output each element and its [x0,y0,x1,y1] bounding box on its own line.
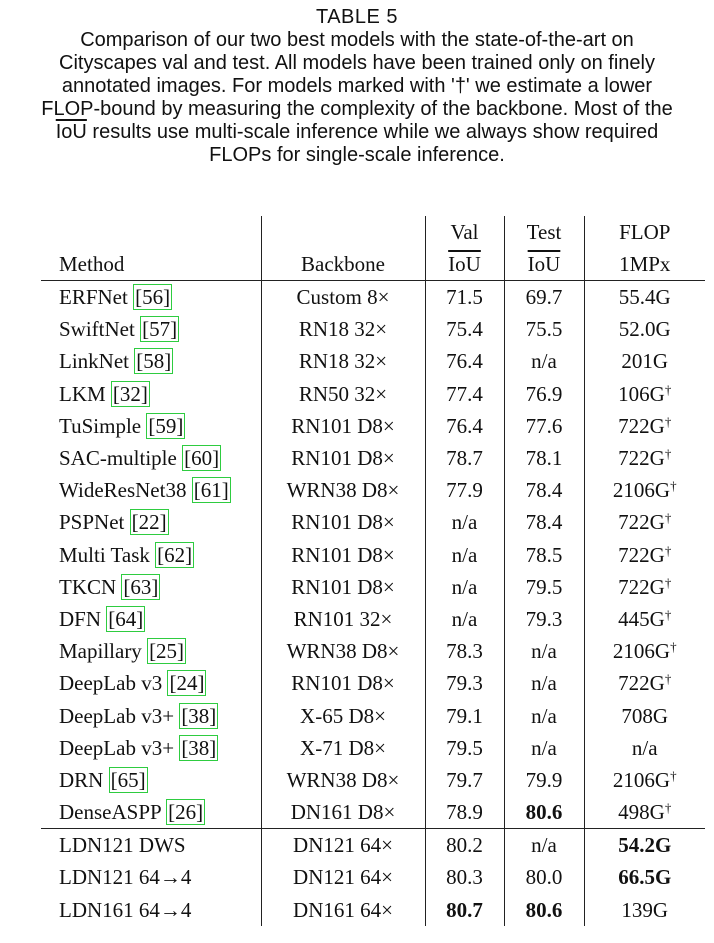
test-iou-cell: 78.5 [504,539,584,571]
method-cell: SwiftNet [57] [41,313,261,345]
method-cell: Mapillary [25] [41,635,261,667]
backbone-cell: DN161 64× [261,894,425,926]
table-row [41,699,705,731]
method-cell: WideResNet38 [61] [41,474,261,506]
citation-link[interactable]: [64] [108,606,144,631]
citation-link[interactable]: [26] [168,800,204,825]
citation-link[interactable]: [22] [131,510,167,535]
dagger-mark: † [664,446,672,462]
header-test-iou: $\overline{IoU}$ [527,252,561,276]
caption-line: FLOPs for single-scale inference. [209,144,505,166]
citation-link[interactable]: [32] [112,381,148,406]
table-row [41,635,705,667]
results-table [41,216,705,926]
table-row [41,603,705,635]
citation-link[interactable]: [38] [181,735,217,760]
flop-cell: 54.2G [584,829,705,862]
val-iou-cell: 78.9 [425,796,504,829]
method-cell: LKM [32] [41,378,261,410]
backbone-cell: RN101 D8× [261,667,425,699]
val-iou-cell: 80.3 [425,861,504,893]
table-row [41,732,705,764]
test-iou-cell: 79.3 [504,603,584,635]
flop-cell: 2106G† [612,767,677,792]
method-cell: DRN [65] [41,764,261,796]
backbone-cell: RN18 32× [261,313,425,345]
flop-cell: 722G† [618,413,672,438]
val-iou-cell: 79.1 [425,699,504,731]
citation-link[interactable]: [58] [136,349,172,374]
flop-cell: 498G† [618,800,672,825]
table-row [41,410,705,442]
test-iou-cell: n/a [504,829,584,862]
citation-link[interactable]: [63] [123,574,159,599]
val-iou-cell: 79.3 [425,667,504,699]
test-iou-cell: 78.4 [504,506,584,538]
val-iou-cell: 71.5 [425,281,504,314]
backbone-cell: RN101 D8× [261,410,425,442]
val-iou-cell: 75.4 [425,313,504,345]
flop-cell: 722G† [618,574,672,599]
val-iou-cell: n/a [425,506,504,538]
table-row [41,378,705,410]
test-iou-cell: 79.5 [504,571,584,603]
backbone-cell: X-71 D8× [261,732,425,764]
flop-cell: 66.5G [618,865,672,890]
citation-link[interactable]: [56] [135,285,171,310]
flop-cell: 445G† [618,606,672,631]
val-iou-cell: n/a [425,539,504,571]
backbone-cell: WRN38 D8× [261,474,425,506]
backbone-cell: RN101 D8× [261,571,425,603]
backbone-cell: RN101 D8× [261,539,425,571]
flop-cell: 722G† [618,671,672,696]
backbone-cell: RN101 D8× [261,442,425,474]
method-cell: TKCN [63] [41,571,261,603]
method-cell: DenseASPP [26] [41,796,261,829]
backbone-cell: DN161 D8× [261,796,425,829]
caption-line: annotated images. For models marked with '†' we estimate a lower [61,75,653,97]
method-cell: SAC-multiple [60] [41,442,261,474]
val-iou-cell: 77.9 [425,474,504,506]
test-iou-cell: n/a [504,667,584,699]
table-row [41,861,705,893]
val-iou-cell: 76.4 [425,345,504,377]
method-cell: ERFNet [56] [41,281,261,314]
table-row [41,539,705,571]
method-cell: DeepLab v3+ [38] [41,732,261,764]
dagger-mark: † [664,574,672,590]
citation-link[interactable]: [38] [181,703,217,728]
test-iou-cell: 75.5 [504,313,584,345]
val-iou-cell: 78.7 [425,442,504,474]
method-cell: LinkNet [58] [41,345,261,377]
table-caption [0,6,714,167]
dagger-mark: † [670,639,677,655]
citation-link[interactable]: [25] [149,639,185,664]
flop-cell: 722G† [618,510,672,535]
citation-link[interactable]: [60] [184,446,220,471]
flop-cell: 139G [621,897,669,922]
val-iou-cell: 80.7 [425,894,504,926]
flop-cell: 106G† [618,381,672,406]
table-row [41,281,705,314]
table-row [41,506,705,538]
dagger-mark: † [664,606,672,622]
header-val-iou: $\overline{IoU}$ [448,252,481,276]
header-test: Test [504,216,584,248]
test-iou-cell: 78.1 [504,442,584,474]
table-label: TABLE 5 [315,6,399,28]
test-iou-cell: 80.0 [504,861,584,893]
table-row [41,442,705,474]
method-cell: DeepLab v3+ [38] [41,699,261,731]
header-method: Method [41,248,261,281]
dagger-mark: † [664,542,672,558]
backbone-cell: RN18 32× [261,345,425,377]
method-cell: PSPNet [22] [41,506,261,538]
backbone-cell: RN101 D8× [261,506,425,538]
val-iou-cell: 76.4 [425,410,504,442]
citation-link[interactable]: [59] [148,413,184,438]
val-iou-cell: n/a [425,603,504,635]
dagger-mark: † [664,381,672,397]
dagger-mark: † [664,510,672,526]
caption-line: Cityscapes val and test. All models have been trained only on finely [59,52,655,74]
table-row [41,474,705,506]
backbone-cell: DN121 64× [261,861,425,893]
flop-cell: 55.4G [584,281,705,314]
test-iou-cell: n/a [504,635,584,667]
method-cell: TuSimple [59] [41,410,261,442]
backbone-cell: RN101 32× [261,603,425,635]
method-cell: DFN [64] [41,603,261,635]
table-row [41,829,705,862]
dagger-mark: † [664,671,672,687]
method-cell: LDN121 DWS [41,829,261,862]
flop-cell: 708G [621,703,669,728]
test-iou-cell: 80.6 [504,894,584,926]
header-backbone: Backbone [261,248,425,281]
table-row [41,894,705,926]
val-iou-cell: 80.2 [425,829,504,862]
table-row [41,345,705,377]
caption-line: FLOP-bound by measuring the complexity of the backbone. Most of the [41,98,673,120]
backbone-cell: RN50 32× [261,378,425,410]
backbone-cell: DN121 64× [261,829,425,862]
backbone-cell: Custom 8× [261,281,425,314]
test-iou-cell: 79.9 [504,764,584,796]
val-iou-cell: 77.4 [425,378,504,410]
test-iou-cell: 80.6 [504,796,584,829]
header-val: Val [425,216,504,248]
table-row [41,571,705,603]
header-flop: FLOP [619,220,671,244]
test-iou-cell: n/a [504,699,584,731]
method-cell: LDN161 64→4 [41,894,261,926]
caption-iou: $\overline{IoU}$ [55,121,87,143]
caption-line: Comparison of our two best models with the state-of-the-art on [80,29,634,51]
citation-link[interactable]: [61] [193,478,229,503]
flop-cell: 722G† [618,542,672,567]
method-cell: LDN121 64→4 [41,861,261,893]
dagger-mark: † [664,800,672,816]
citation-link[interactable]: [65] [110,767,146,792]
flop-cell: 201G [621,349,669,374]
dagger-mark: † [670,767,677,783]
flop-cell: 52.0G [618,317,671,342]
test-iou-cell: 76.9 [504,378,584,410]
val-iou-cell: 78.3 [425,635,504,667]
test-iou-cell: n/a [504,732,584,764]
test-iou-cell: 77.6 [504,410,584,442]
backbone-cell: WRN38 D8× [261,635,425,667]
flop-cell: 2106G† [612,639,677,664]
caption-line: $\overline{IoU}$ results use multi-scale inference while we always show required [55,121,659,143]
flop-cell: 2106G† [612,478,677,503]
method-cell: DeepLab v3 [24] [41,667,261,699]
test-iou-cell: 78.4 [504,474,584,506]
flop-cell: 722G† [618,446,672,471]
table-row [41,764,705,796]
val-iou-cell: 79.5 [425,732,504,764]
test-iou-cell: 69.7 [504,281,584,314]
val-iou-cell: n/a [425,571,504,603]
table-row [41,667,705,699]
test-iou-cell: n/a [504,345,584,377]
val-iou-cell: 79.7 [425,764,504,796]
backbone-cell: X-65 D8× [261,699,425,731]
table-row [41,796,705,829]
dagger-mark: † [670,478,677,494]
flop-cell: n/a [631,735,658,760]
backbone-cell: WRN38 D8× [261,764,425,796]
header-mpx: 1MPx [619,252,671,276]
citation-link[interactable]: [24] [169,671,205,696]
citation-link[interactable]: [62] [157,542,193,567]
method-cell: Multi Task [62] [41,539,261,571]
dagger-mark: † [664,413,672,429]
table-row [41,313,705,345]
citation-link[interactable]: [57] [142,317,178,342]
